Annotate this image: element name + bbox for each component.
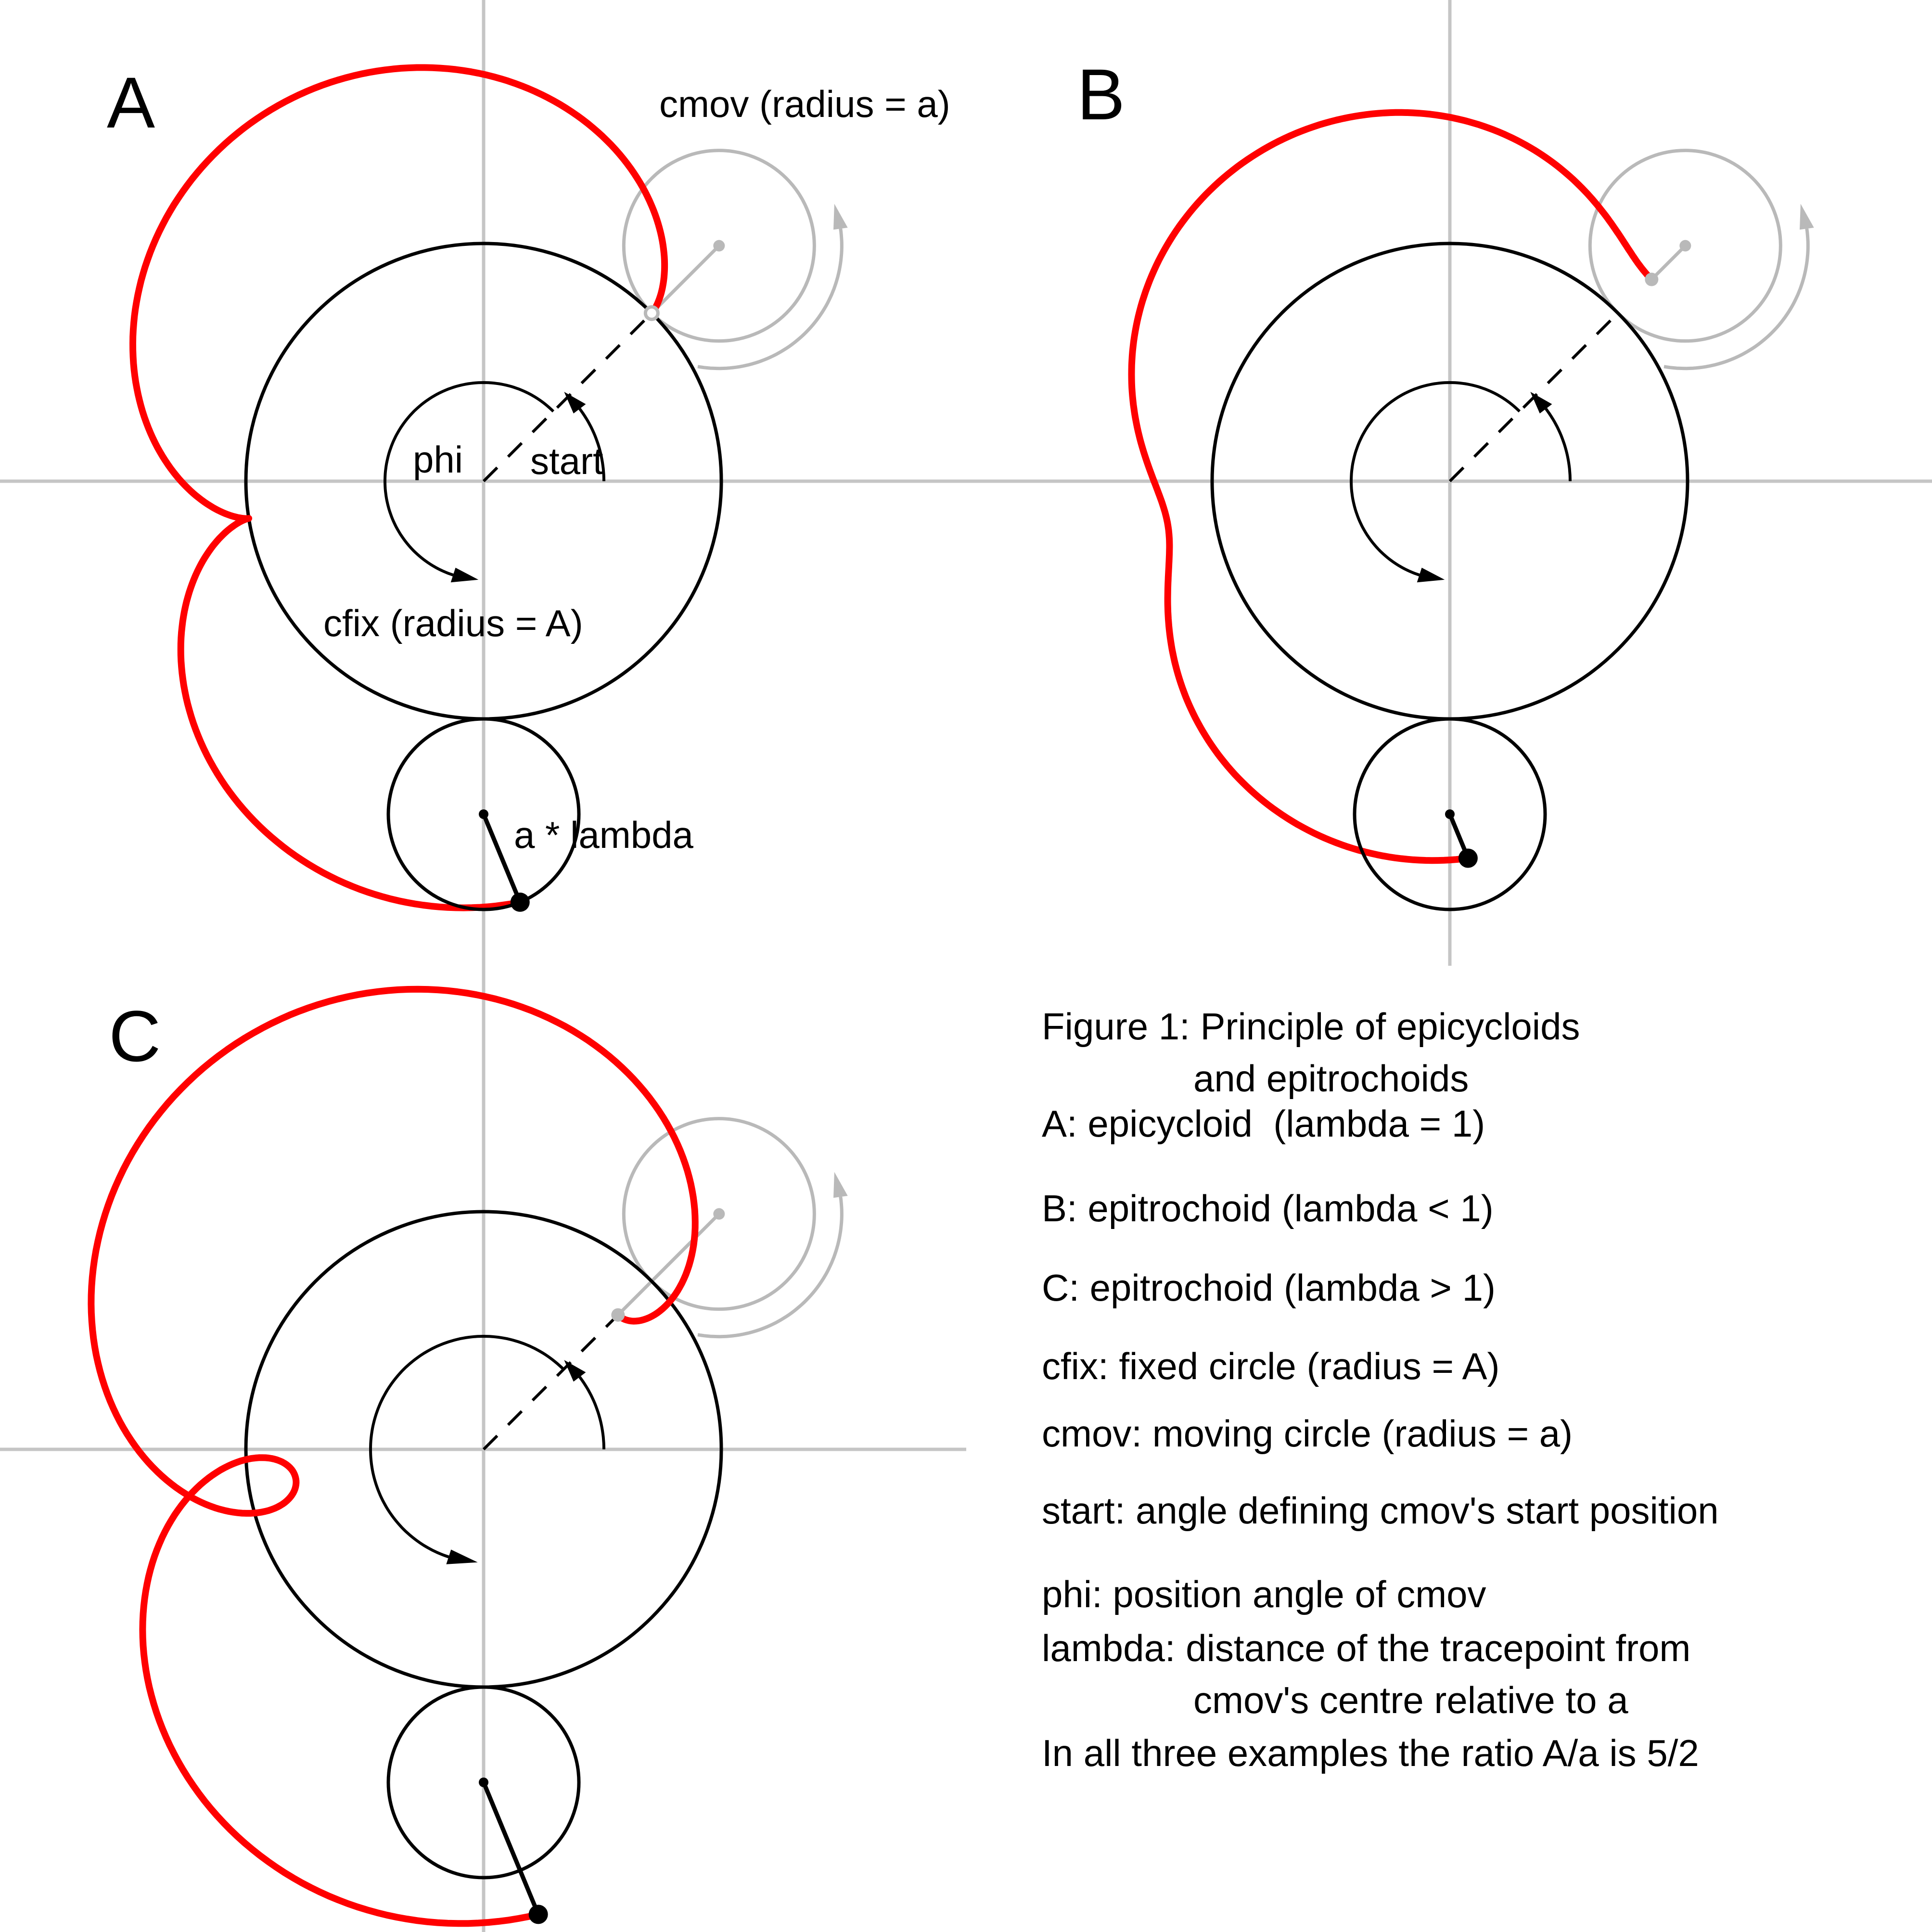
legend-item-a: A: epicycloid (lambda = 1) <box>1042 1102 1485 1145</box>
panel-b-start-angle-arc <box>1546 409 1570 482</box>
legend-item-phi: phi: position angle of cmov <box>1042 1573 1486 1615</box>
phi-angle-label: phi <box>413 438 463 481</box>
panel-c-cmov-current-radius <box>484 1782 538 1914</box>
cfix-circle-label: cfix (radius = A) <box>323 602 583 644</box>
panel-a-phi-angle-arc <box>385 383 553 575</box>
panel-letter-b: B <box>1077 54 1126 135</box>
panel-b-tracepoint-dot <box>1459 848 1478 868</box>
panel-letter-a: A <box>107 62 155 143</box>
a-lambda-label: a * lambda <box>514 814 693 856</box>
panel-a-start-angle-arrowhead <box>564 392 586 413</box>
panel-b-start-tracepoint-dot <box>1645 273 1658 286</box>
panel-c-phi-angle-arc <box>371 1336 563 1557</box>
panel-letter-c: C <box>109 996 161 1076</box>
panel-b-trace-curve <box>1132 113 1652 860</box>
panel-a-start-tracepoint-ring <box>645 307 658 320</box>
panel-b-phi-angle-arc <box>1351 383 1520 575</box>
legend-title-line2: and epitrochoids <box>1193 1057 1469 1100</box>
panel-b-phi-angle-arrowhead <box>1417 568 1445 583</box>
panel-c-cmov-current-center-dot <box>479 1778 488 1787</box>
panel-a-phi-angle-arrowhead <box>451 568 479 583</box>
cmov-circle-label: cmov (radius = a) <box>659 83 950 125</box>
panel-a-rotation-arrowhead <box>833 204 848 230</box>
panel-a-cmov-current-center-dot <box>479 809 488 819</box>
panel-b-cmov-start-radius <box>1651 246 1685 280</box>
legend-title-line1: Figure 1: Principle of epicycloids <box>1042 1005 1580 1048</box>
legend-item-c: C: epitrochoid (lambda > 1) <box>1042 1267 1496 1309</box>
panel-b-cmov-start-center-dot <box>1679 240 1691 252</box>
panel-c-start-tracepoint-dot <box>611 1308 625 1322</box>
legend-item-ratio: In all three examples the ratio A/a is 5/2 <box>1042 1732 1699 1774</box>
panel-b-cmov-current-center-dot <box>1445 809 1455 819</box>
panel-c-rotation-arrowhead <box>833 1172 848 1198</box>
legend-item-b: B: epitrochoid (lambda < 1) <box>1042 1187 1494 1229</box>
panel-c-phi-angle-arrowhead <box>446 1549 477 1564</box>
legend-item-cfix: cfix: fixed circle (radius = A) <box>1042 1345 1500 1387</box>
legend-item-lambda-line2: cmov's centre relative to a <box>1193 1679 1628 1721</box>
panel-a-tracepoint-dot <box>511 893 530 912</box>
legend-item-lambda-line1: lambda: distance of the tracepoint from <box>1042 1627 1691 1669</box>
panel-c-start-angle-arrowhead <box>564 1360 586 1382</box>
panel-b-start-angle-arrowhead <box>1530 392 1552 413</box>
panel-c-start-angle-arc <box>580 1377 604 1450</box>
panel-c-cmov-start-center-dot <box>713 1208 725 1220</box>
legend-item-start: start: angle defining cmov's start position <box>1042 1489 1719 1532</box>
panel-c-tracepoint-dot <box>529 1905 548 1924</box>
figure-text-layer <box>107 54 1719 1774</box>
start-angle-label: start <box>530 440 603 482</box>
panel-a-cmov-start-center-dot <box>713 240 725 252</box>
panel-c-trace-curve <box>91 989 695 1924</box>
panel-a-trace-curve <box>133 67 665 908</box>
legend-item-cmov: cmov: moving circle (radius = a) <box>1042 1412 1573 1455</box>
panel-b-rotation-arrowhead <box>1800 204 1814 230</box>
